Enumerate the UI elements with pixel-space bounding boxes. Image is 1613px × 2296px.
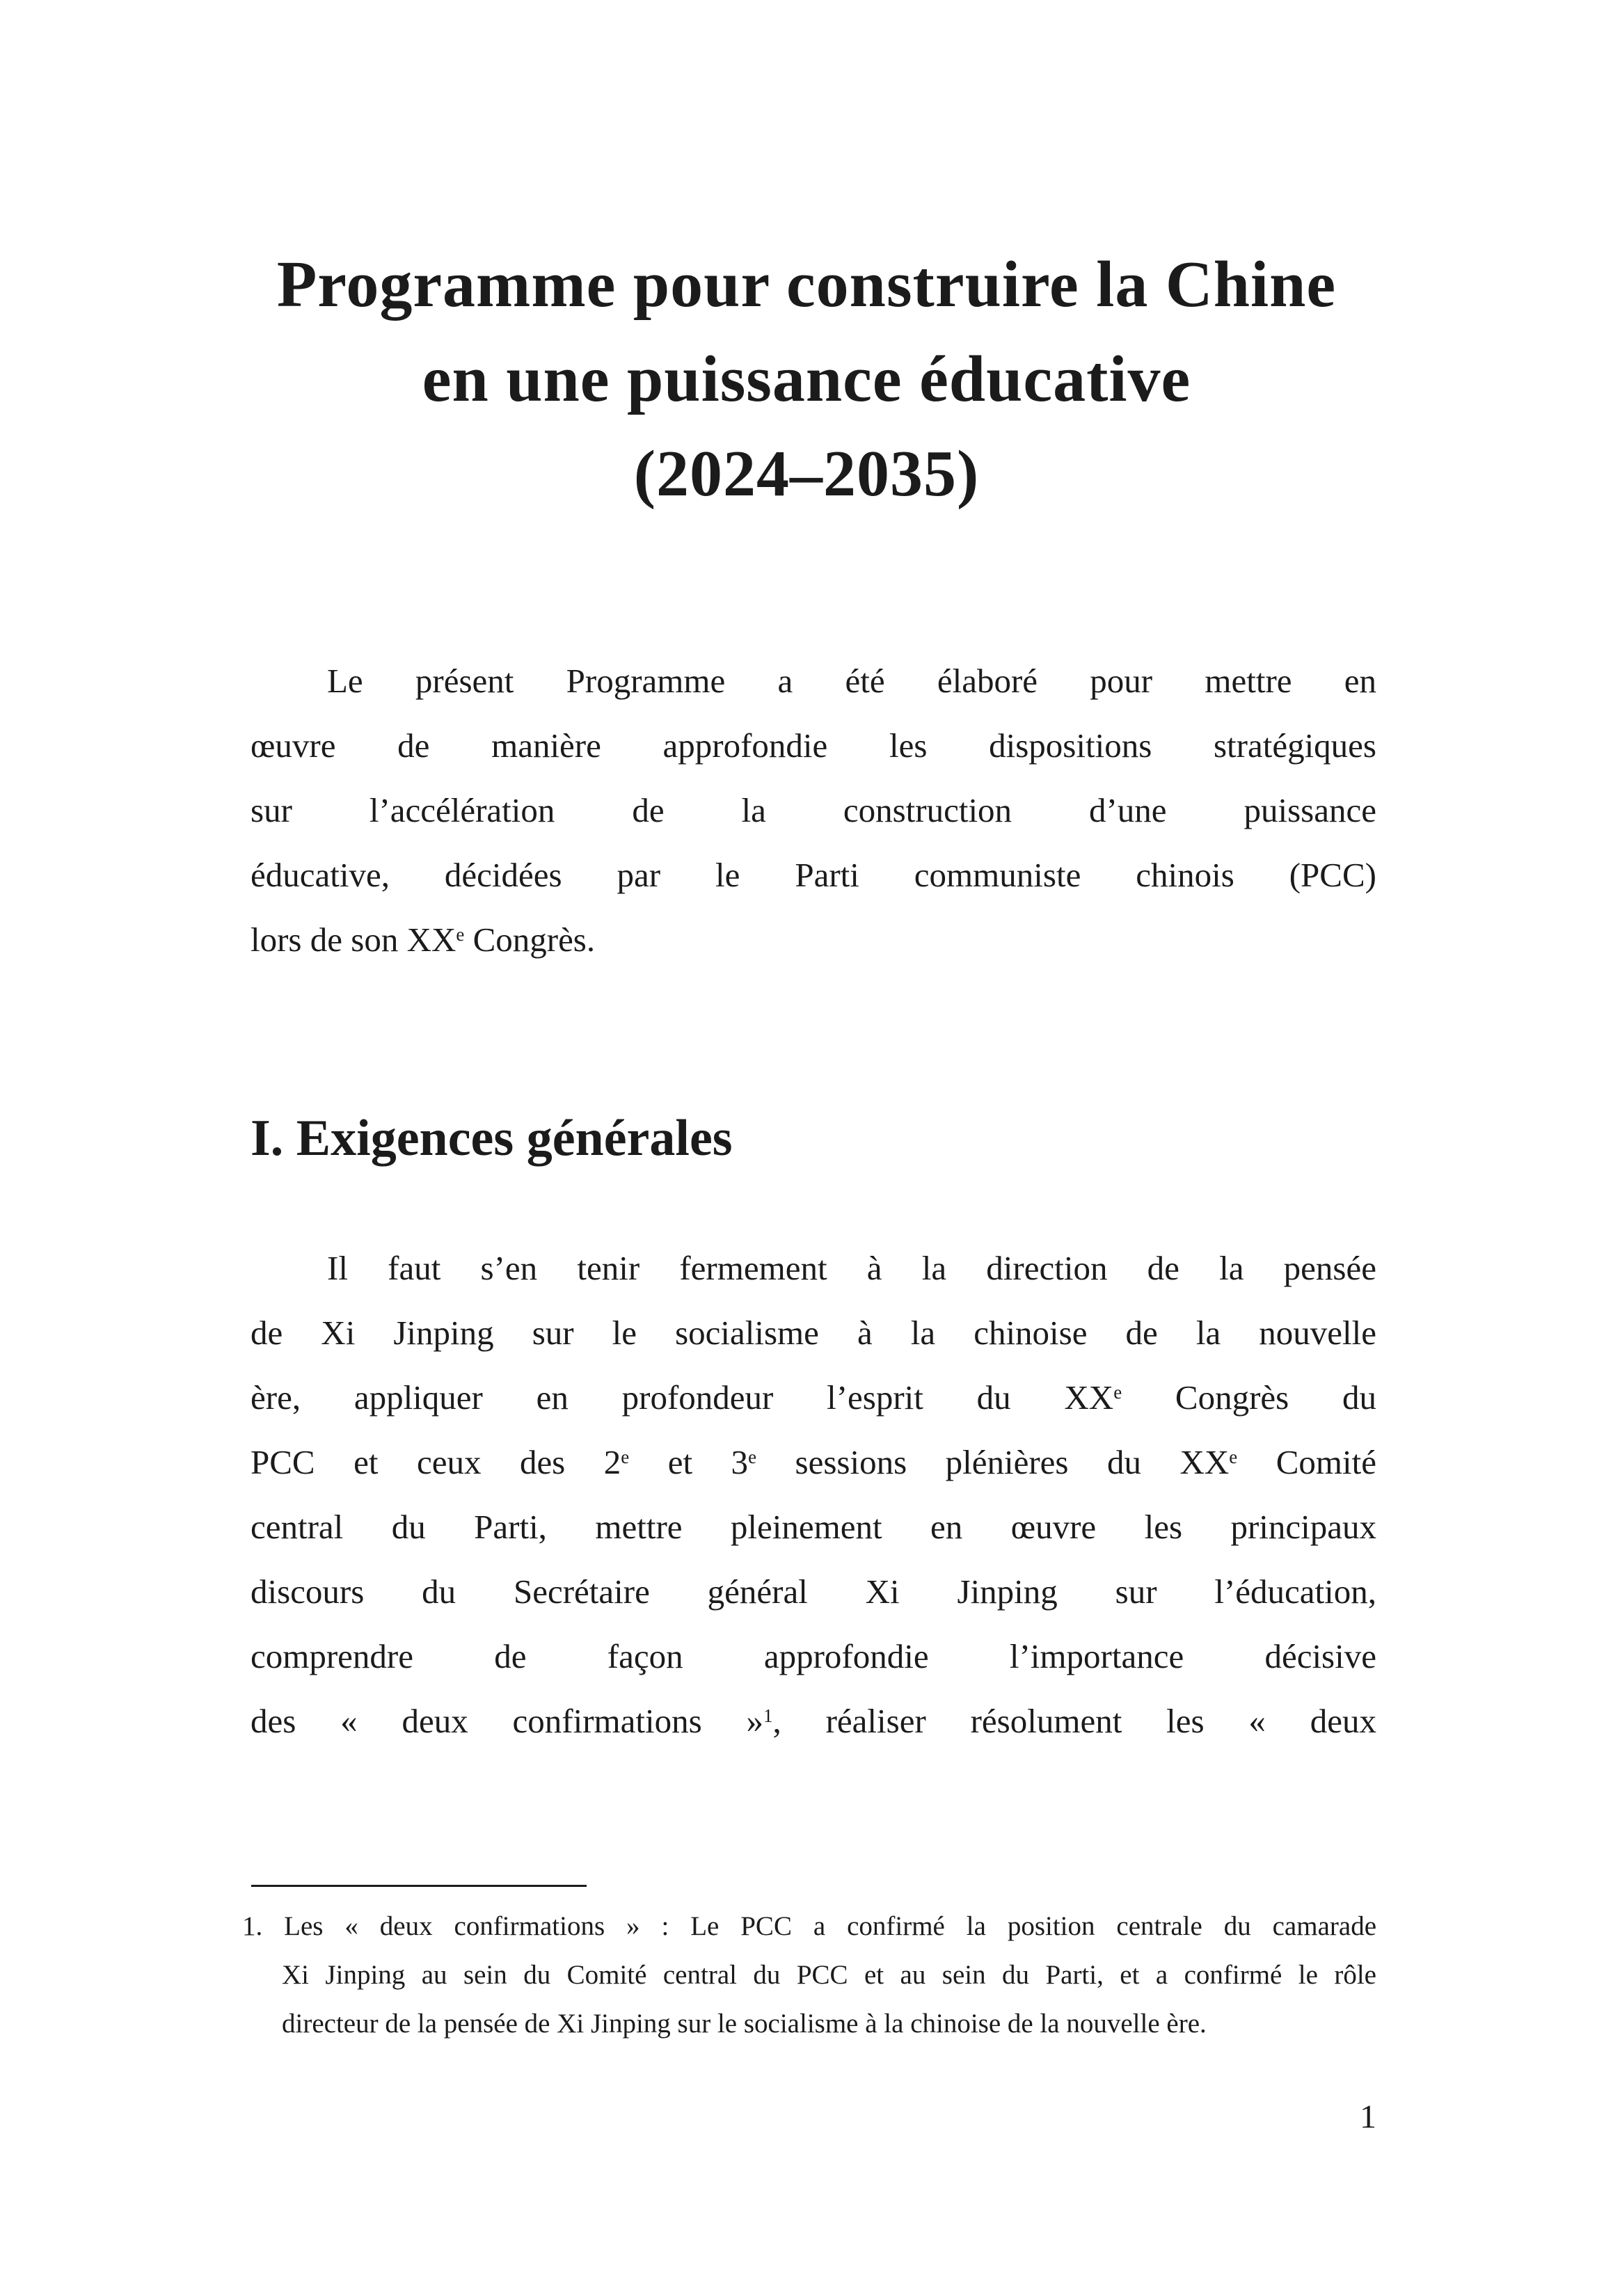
footnote-ref: 1 [763,1705,773,1727]
text-line: Xi Jinping au sein du Comité central du PCC et au sein du Parti, et a confirmé le rôle [282,1960,1376,1990]
footnote [242,1902,1376,2048]
page-number: 1 [1360,2098,1376,2135]
text-line: éducative, décidées par le Parti communiste chinois (PCC) [251,856,1376,894]
ordinal-superscript: e [1113,1382,1122,1403]
document-title-line-2: en une puissance éducative [422,343,1191,415]
text-line: PCC et ceux des 2e et 3e sessions plénières du XXe Comité [251,1443,1376,1481]
text-line: discours du Secrétaire général Xi Jinping sur l’éducation, [251,1572,1376,1611]
footnote-separator-rule [251,1885,587,1887]
text-line: central du Parti, mettre pleinement en œuvre les principaux [251,1508,1376,1546]
text-line: 1. Les « deux confirmations » : Le PCC a confirmé la position centrale du camarade [242,1911,1376,1941]
ordinal-superscript: e [456,924,465,946]
ordinal-superscript: e [621,1446,630,1468]
text-line: œuvre de manière approfondie les dispositions stratégiques [251,726,1376,765]
text-line: sur l’accélération de la construction d’une puissance [251,791,1376,829]
text-line: de Xi Jinping sur le socialisme à la chinoise de la nouvelle [251,1314,1376,1352]
text-line: comprendre de façon approfondie l’importance décisive [251,1637,1376,1675]
text-line: ère, appliquer en profondeur l’esprit du XXe Congrès du [251,1378,1376,1417]
document-title-line-1: Programme pour construire la Chine [276,248,1337,321]
paragraph-general-requirements [251,1236,1376,1753]
text-line: directeur de la pensée de Xi Jinping sur le socialisme à la chinoise de la nouvelle ère. [282,2009,1207,2039]
text-line: Le présent Programme a été élaboré pour mettre en [327,662,1376,700]
document-title-line-3: (2024–2035) [633,438,980,510]
text-line: des « deux confirmations »$^1$, réaliser résolument les « deux [251,1702,1376,1740]
text-line: lors de son XXe Congrès. [251,920,596,959]
paragraph-intro [251,648,1376,972]
document-title [0,237,1613,521]
ordinal-superscript: e [748,1446,757,1468]
section-heading: I. Exigences générales [251,1110,733,1167]
ordinal-superscript: e [1229,1446,1238,1468]
text-line: Il faut s’en tenir fermement à la direction de la pensée [327,1249,1376,1287]
